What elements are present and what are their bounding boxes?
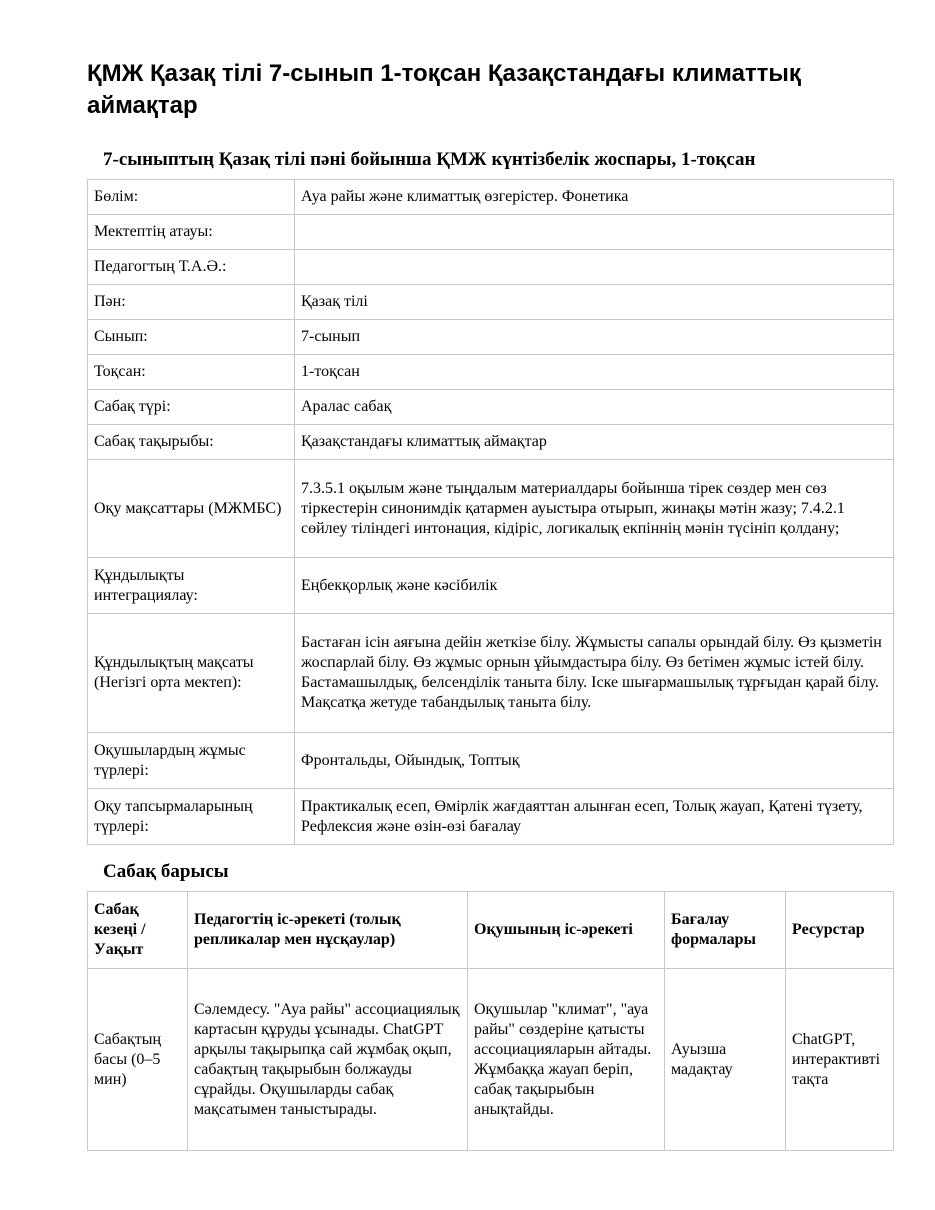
info-value-learning-objectives: 7.3.5.1 оқылым және тыңдалым материалдары бойынша тірек сөздер мен сөз тіркестерін синонимдік қатармен ауыстыра отырып, жинақы мәтін жазу; 7.4.2.1 сөйлеу тіліндегі интонация, кідіріс, логикалық екпіннің мәнін түсініп қолдану; bbox=[295, 460, 894, 558]
info-value-task-types: Практикалық есеп, Өмірлік жағдаяттан алынған есеп, Толық жауап, Қатені түзету, Рефлексия және өзін-өзі бағалау bbox=[295, 789, 894, 845]
info-label-teacher-name: Педагогтың Т.А.Ә.: bbox=[88, 250, 295, 285]
cell-stage: Сабақтың басы (0–5 мин) bbox=[88, 969, 188, 1151]
table-row bbox=[88, 180, 894, 215]
cell-student-activity: Оқушылар "климат", "ауа райы" сөздеріне қатысты ассоциацияларын айтады. Жұмбаққа жауап беріп, сабақ тақырыбын анықтайды. bbox=[468, 969, 665, 1151]
table-row bbox=[88, 558, 894, 614]
info-label-lesson-topic: Сабақ тақырыбы: bbox=[88, 425, 295, 460]
table-row bbox=[88, 250, 894, 285]
table-row bbox=[88, 969, 894, 1151]
info-value-lesson-topic: Қазақстандағы климаттық аймақтар bbox=[295, 425, 894, 460]
info-value-section: Ауа райы және климаттық өзгерістер. Фонетика bbox=[295, 180, 894, 215]
cell-resources: ChatGPT, интерактивті тақта bbox=[786, 969, 894, 1151]
table-header-row bbox=[88, 892, 894, 969]
table-row bbox=[88, 425, 894, 460]
info-label-section: Бөлім: bbox=[88, 180, 295, 215]
table-row bbox=[88, 215, 894, 250]
info-label-value-integration: Құндылықты интеграциялау: bbox=[88, 558, 295, 614]
info-value-quarter: 1-тоқсан bbox=[295, 355, 894, 390]
info-label-value-goal: Құндылықтың мақсаты (Негізгі орта мектеп): bbox=[88, 614, 295, 733]
header-teacher-activity: Педагогтің іс-әрекеті (толық репликалар мен нұсқаулар) bbox=[188, 892, 468, 969]
header-resources: Ресурстар bbox=[786, 892, 894, 969]
info-value-lesson-type: Аралас сабақ bbox=[295, 390, 894, 425]
table-row bbox=[88, 320, 894, 355]
info-label-grade: Сынып: bbox=[88, 320, 295, 355]
info-label-quarter: Тоқсан: bbox=[88, 355, 295, 390]
cell-teacher-activity: Сәлемдесу. "Ауа райы" ассоциациялық картасын құруды ұсынады. ChatGPT арқылы тақырыпқа сай жұмбақ оқып, сабақтың тақырыбын болжауды сұрайды. Оқушыларды сабақ мақсатымен таныстырады. bbox=[188, 969, 468, 1151]
table-row bbox=[88, 789, 894, 845]
info-value-subject: Қазақ тілі bbox=[295, 285, 894, 320]
info-value-school-name bbox=[295, 215, 894, 250]
document-title: ҚМЖ Қазақ тілі 7-сынып 1-тоқсан Қазақстандағы климаттық аймақтар bbox=[87, 60, 801, 119]
info-value-value-goal: Бастаған ісін аяғына дейін жеткізе білу. Жұмысты сапалы орындай білу. Өз қызметін жоспарлай білу. Өз жұмыс орнын ұйымдастыра білу. Өз бетімен жұмыс істей білу. Бастамашылдық, белсенділік таныта білу. Іске шығармашылық тұрғыдан қарай білу. Мақсатқа жетуде табандылық таныта білу. bbox=[295, 614, 894, 733]
info-label-lesson-type: Сабақ түрі: bbox=[88, 390, 295, 425]
table-row bbox=[88, 390, 894, 425]
info-value-teacher-name bbox=[295, 250, 894, 285]
header-student-activity: Оқушының іс-әрекеті bbox=[468, 892, 665, 969]
plan-heading: 7-сыныптың Қазақ тілі пәні бойынша ҚМЖ күнтізбелік жоспары, 1-тоқсан bbox=[103, 149, 756, 170]
table-row bbox=[88, 285, 894, 320]
lesson-flow-heading: Сабақ барысы bbox=[103, 861, 229, 882]
info-label-learning-objectives: Оқу мақсаттары (МЖМБС) bbox=[88, 460, 295, 558]
header-assessment: Бағалау формалары bbox=[665, 892, 786, 969]
lesson-info-table bbox=[87, 179, 894, 845]
lesson-flow-table bbox=[87, 891, 894, 1151]
header-stage: Сабақ кезеңі / Уақыт bbox=[88, 892, 188, 969]
info-label-subject: Пән: bbox=[88, 285, 295, 320]
table-row bbox=[88, 355, 894, 390]
info-value-work-forms: Фронтальды, Ойындық, Топтық bbox=[295, 733, 894, 789]
table-row bbox=[88, 614, 894, 733]
table-row bbox=[88, 460, 894, 558]
info-label-school-name: Мектептің атауы: bbox=[88, 215, 295, 250]
cell-assessment: Ауызша мадақтау bbox=[665, 969, 786, 1151]
info-label-work-forms: Оқушылардың жұмыс түрлері: bbox=[88, 733, 295, 789]
table-row bbox=[88, 733, 894, 789]
info-label-task-types: Оқу тапсырмаларының түрлері: bbox=[88, 789, 295, 845]
info-value-value-integration: Еңбекқорлық және кәсібилік bbox=[295, 558, 894, 614]
info-value-grade: 7-сынып bbox=[295, 320, 894, 355]
